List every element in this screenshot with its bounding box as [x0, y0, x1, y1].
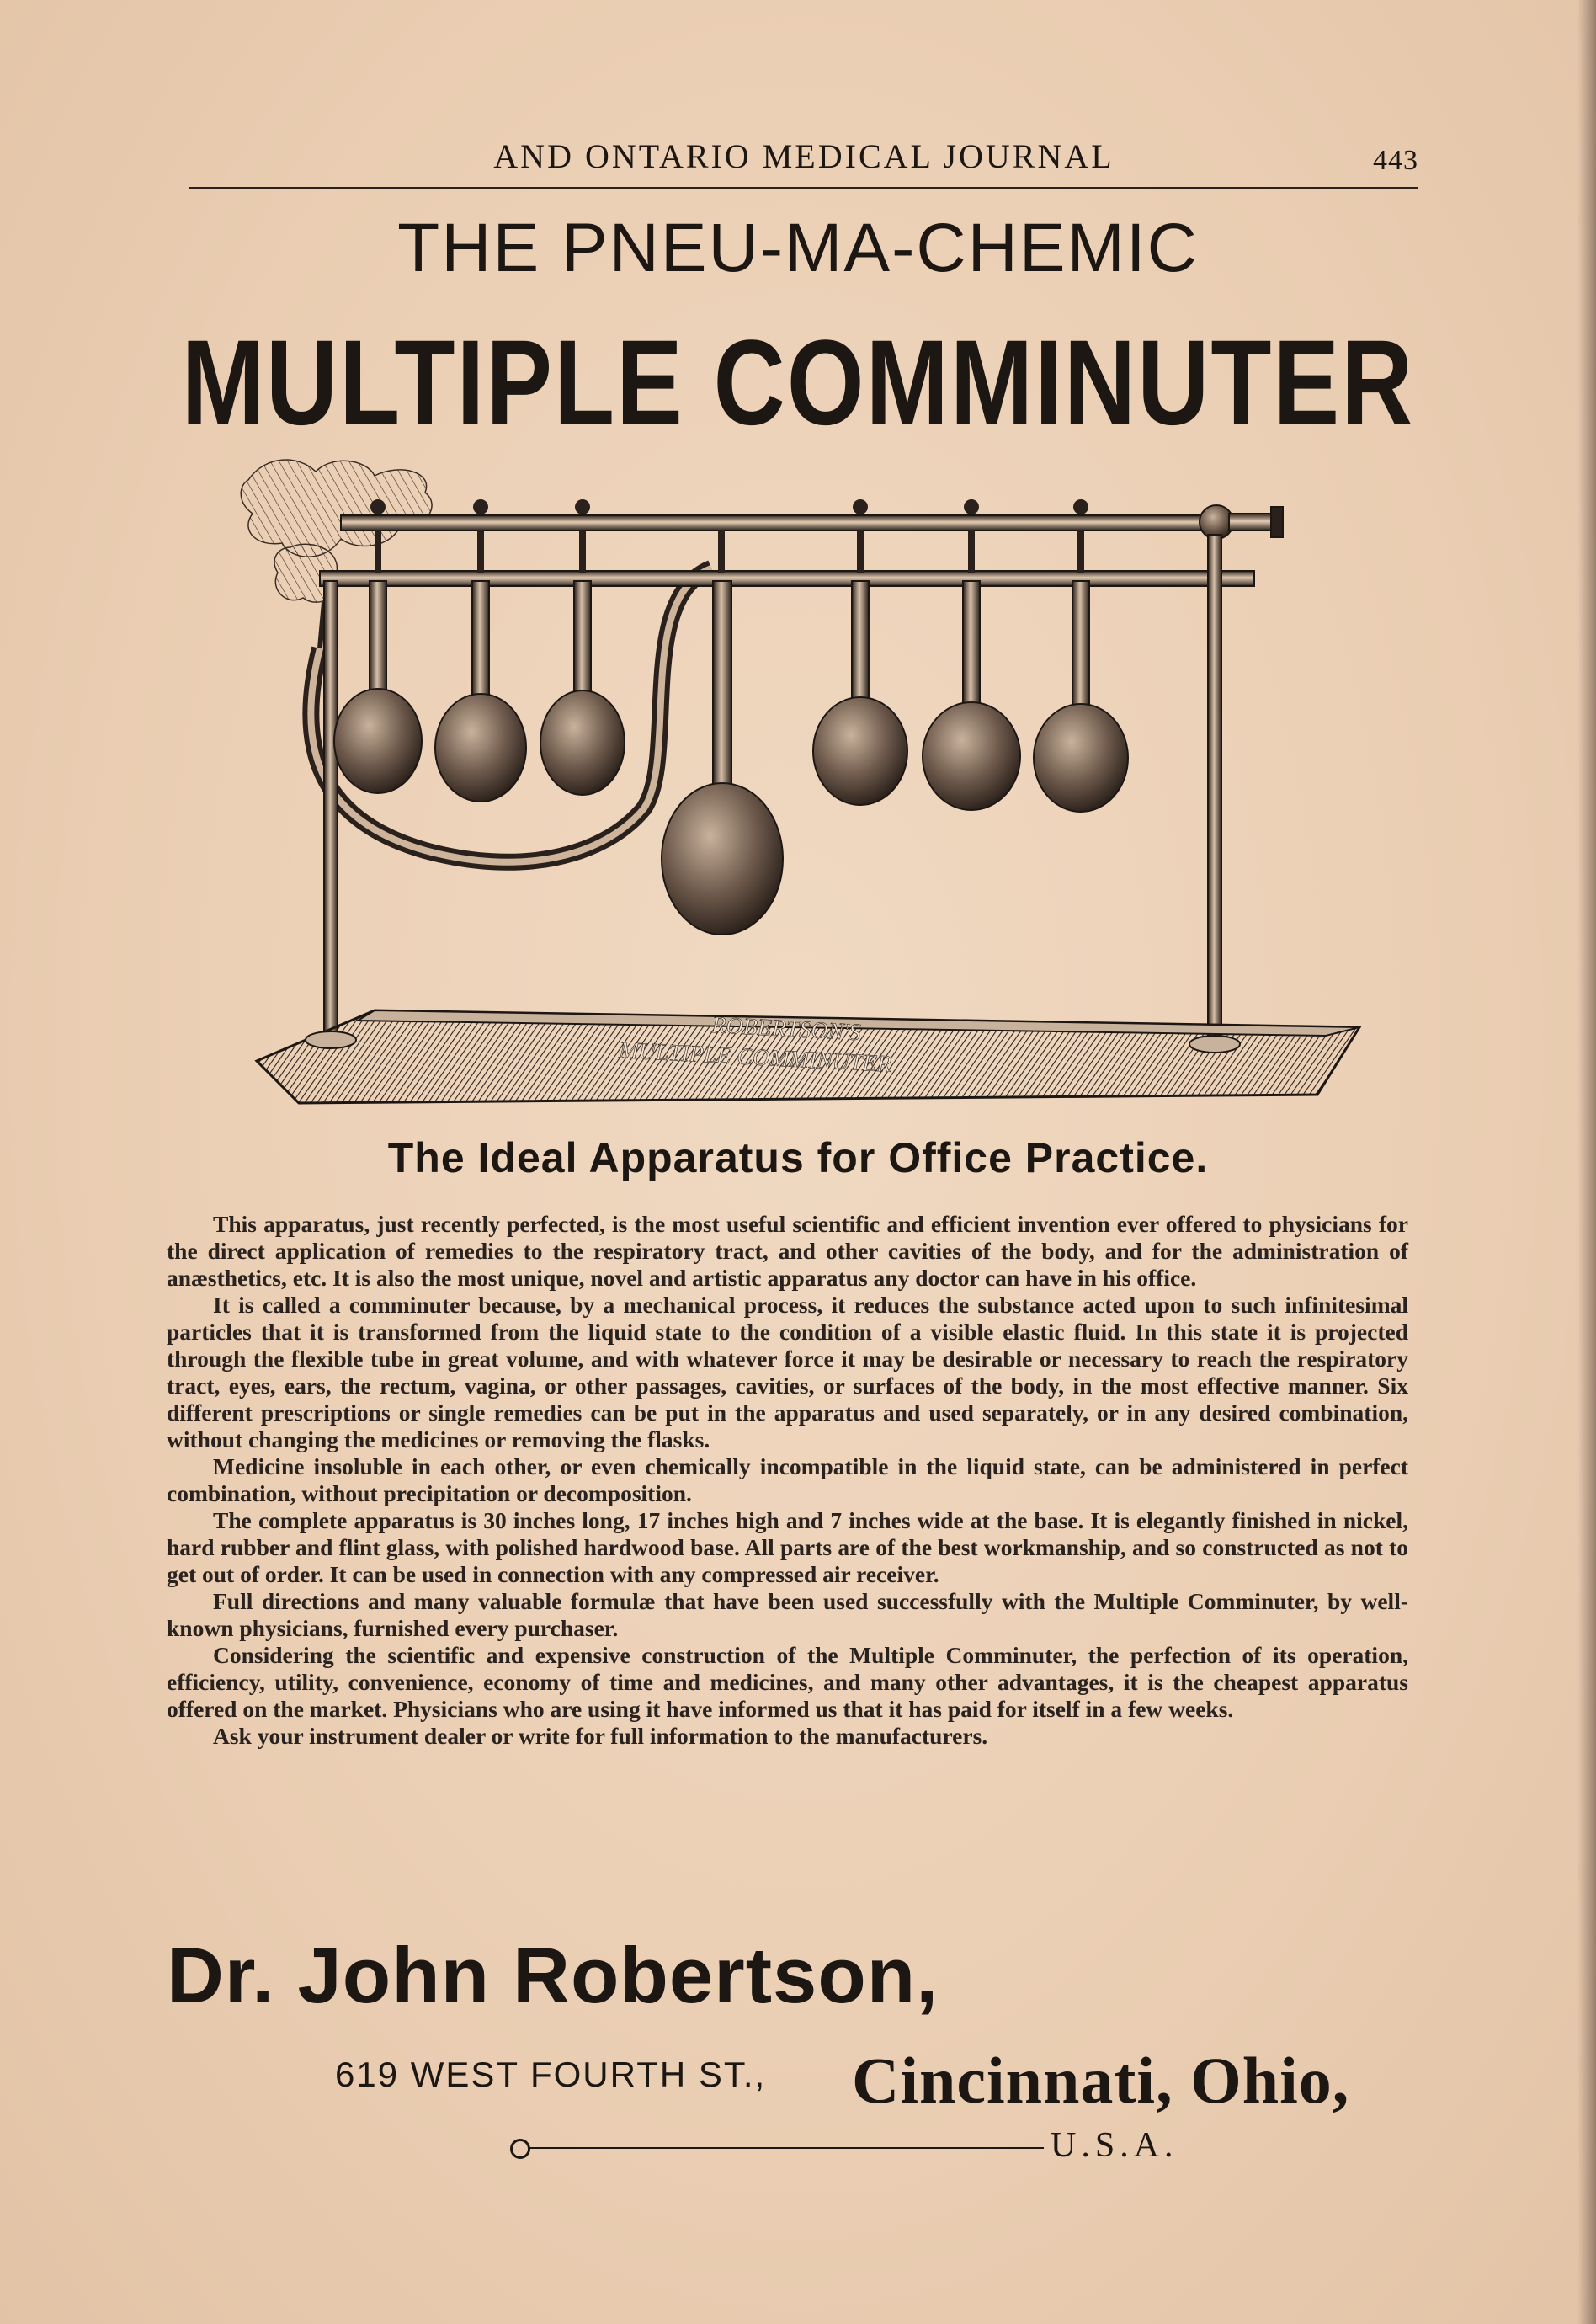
page-number: 443: [1373, 145, 1418, 176]
left-upright: [324, 581, 338, 1040]
base-inscription-line2: MULTIPLE COMMINUTER: [618, 1037, 892, 1078]
lower-rail: [320, 571, 1254, 586]
country: U.S.A.: [1051, 2126, 1178, 2165]
base-inscription-line1: ROBERTSON'S: [710, 1012, 862, 1047]
paragraph: Considering the scientific and expensive construction of the Multiple Comminuter, the perfection of its operation, efficiency, utility, convenience, economy of time and medicines, and many other advantages, it is the cheapest apparatus offered on the market. Physicians who are using it have informed us that it has paid for itself in a few weeks.: [167, 1642, 1408, 1722]
maker-name: Dr. John Robertson,: [167, 1931, 939, 2019]
paragraph: This apparatus, just recently perfected, is the most useful scientific and efficient invention ever offered to physicians for the direct application of remedies to the respiratory tract, and other cavities of the body, and for the administration of anæsthetics, etc. It is also the most unique, novel and artistic apparatus any doctor can have in his office.: [167, 1211, 1408, 1291]
ornament-rule: [529, 2147, 1044, 2149]
top-rail: [341, 515, 1216, 530]
right-upright: [1208, 535, 1221, 1040]
ornament-circle: [510, 2139, 530, 2159]
product-title-line1: THE PNEU-MA-CHEMIC: [397, 210, 1199, 286]
running-head: [189, 133, 1418, 184]
street-address: 619 WEST FOURTH ST.,: [335, 2055, 767, 2094]
header-rule: [189, 187, 1418, 189]
paragraph: Ask your instrument dealer or write for full information to the manufacturers.: [213, 1723, 988, 1749]
journal-title: AND ONTARIO MEDICAL JOURNAL: [493, 137, 1115, 175]
hardwood-base: [257, 1010, 1359, 1103]
city: Cincinnati, Ohio,: [852, 2044, 1350, 2117]
apparatus-illustration: [240, 455, 1368, 1128]
product-title-line2: MULTIPLE COMMINUTER: [181, 315, 1415, 451]
paragraph: Full directions and many valuable formulæ that have been used successfully with the Multiple Comminuter, by well-known physicians, furnished every purchaser.: [167, 1588, 1408, 1641]
paragraph: Medicine insoluble in each other, or even chemically incompatible in the liquid state, can be administered in perfect combination, without precipitation or decomposition.: [167, 1453, 1408, 1506]
paragraph: The complete apparatus is 30 inches long, 17 inches high and 7 inches wide at the base. It is elegantly finished in nickel, hard rubber and flint glass, with polished hardwood base. All parts are of the best workmanship, and so constructed as not to get out of order. It can be used in connection with any compressed air receiver.: [167, 1507, 1408, 1587]
paragraph: It is called a comminuter because, by a mechanical process, it reduces the substance acted upon to such infinitesimal particles that it is transformed from the liquid state to the condition of a visible elastic fluid. In this state it is projected through the flexible tube in great volume, and with whatever force it may be desirable or necessary to reach the respiratory tract, eyes, ears, the rectum, vagina, or other passages, cavities, or surfaces of the body, in the most effective manner. Six different prescriptions or single remedies can be put in the apparatus and used separately, or in any desired combination, without changing the medicines or removing the flasks.: [167, 1292, 1408, 1452]
flask: [334, 530, 422, 793]
ad-body-text: [167, 1211, 1408, 1750]
tagline: The Ideal Apparatus for Office Practice.: [387, 1134, 1209, 1181]
